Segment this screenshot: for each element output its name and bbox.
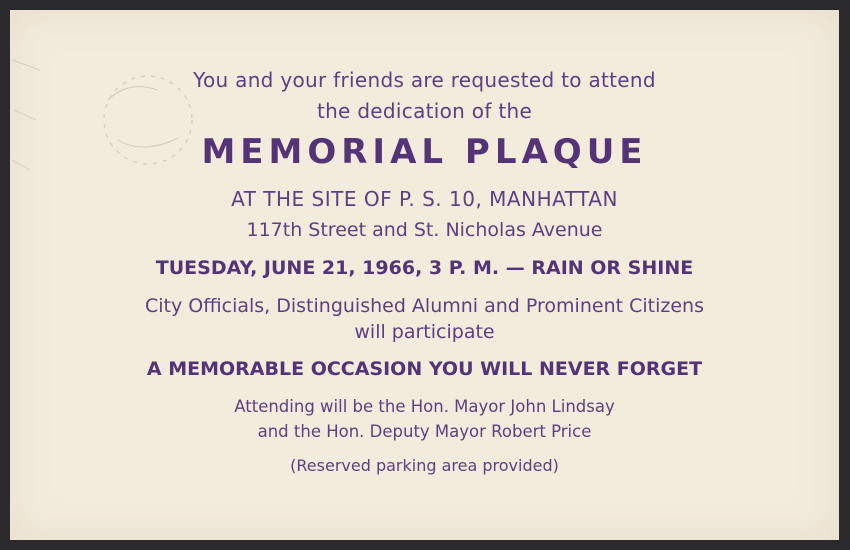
officials-line-2: will participate bbox=[354, 321, 495, 343]
attending-line-2: and the Hon. Deputy Mayor Robert Price bbox=[257, 422, 592, 441]
date-line: TUESDAY, JUNE 21, 1966, 3 P. M. — RAIN OR SHINE bbox=[155, 257, 694, 279]
invitation-card bbox=[10, 10, 839, 540]
intro-line-2: the dedication of the bbox=[316, 99, 533, 123]
street-line: 117th Street and St. Nicholas Avenue bbox=[246, 219, 603, 241]
site-line: AT THE SITE OF P. S. 10, MANHATTAN bbox=[231, 187, 618, 211]
memorable-occasion-line: A MEMORABLE OCCASION YOU WILL NEVER FORGET bbox=[146, 358, 703, 380]
attending-line-1: Attending will be the Hon. Mayor John Lindsay bbox=[234, 397, 615, 416]
officials-line-1: City Officials, Distinguished Alumni and Prominent Citizens bbox=[145, 295, 704, 317]
parking-note: (Reserved parking area provided) bbox=[290, 456, 559, 475]
headline-memorial-plaque: MEMORIAL PLAQUE bbox=[201, 132, 648, 172]
intro-line-1: You and your friends are requested to attend bbox=[193, 68, 656, 92]
